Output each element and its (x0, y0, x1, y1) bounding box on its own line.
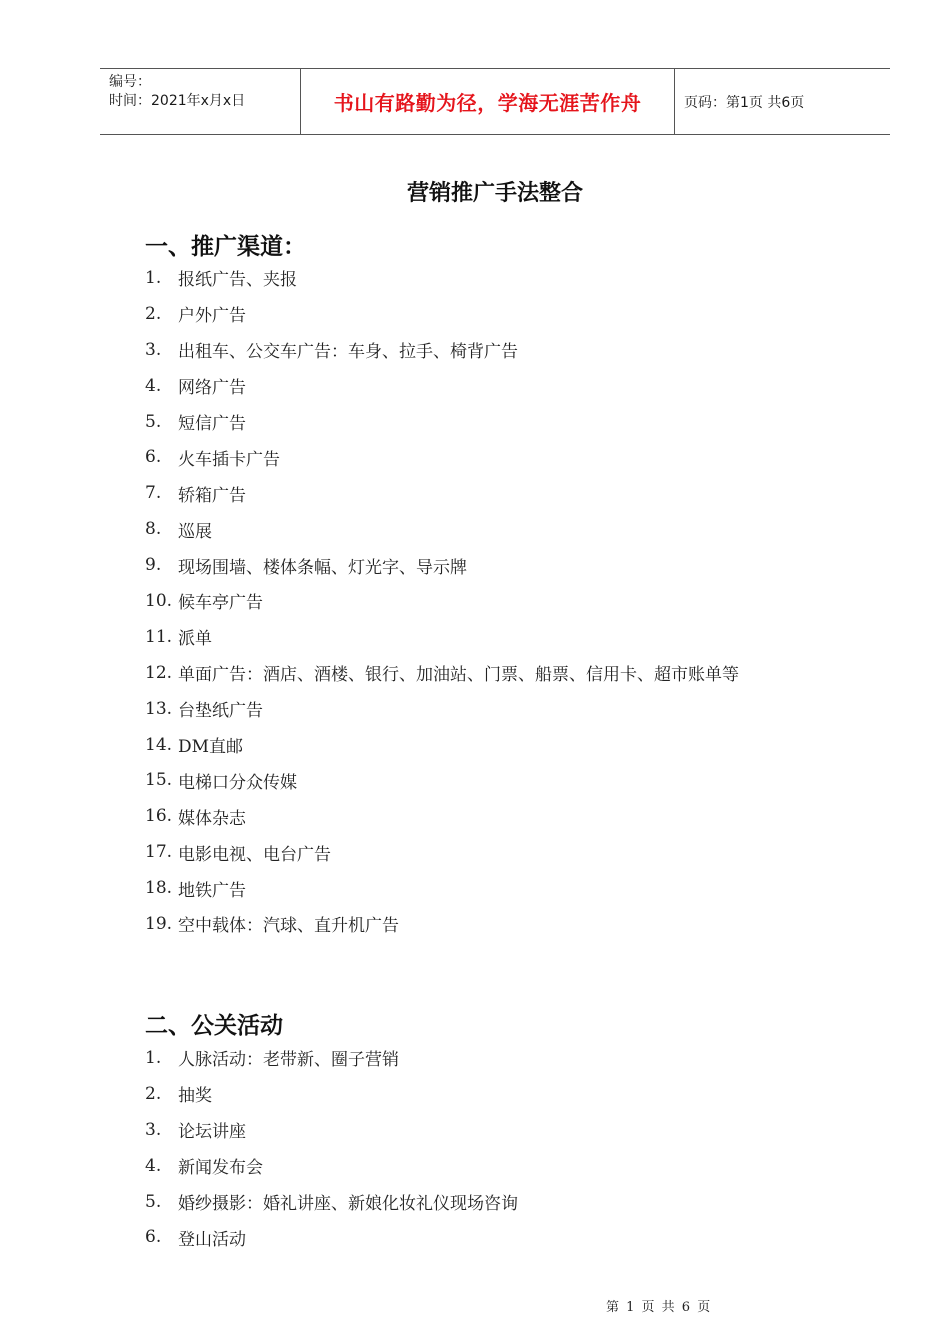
list-item (145, 1219, 518, 1255)
list-item (145, 439, 739, 475)
list-item-text: 地铁广告 (178, 880, 246, 901)
list-item (145, 547, 739, 583)
list-item-text: 电影电视、电台广告 (178, 844, 331, 865)
list-item-number: 19. (145, 913, 173, 934)
list-item-number: 4. (145, 1155, 162, 1176)
list-item-text: 户外广告 (178, 306, 246, 327)
list-item-number: 5. (145, 411, 162, 432)
list-item (145, 404, 739, 440)
list-item-text: 火车插卡广告 (178, 449, 280, 470)
list-item-text: 候车亭广告 (178, 593, 263, 614)
list-item-number: 7. (145, 483, 162, 504)
list-item-number: 2. (145, 303, 162, 324)
list-item (145, 1040, 518, 1076)
list-item-number: 4. (145, 375, 162, 396)
list-item-number: 3. (145, 339, 162, 360)
channel-list (145, 260, 739, 942)
list-item-text: 登山活动 (178, 1229, 246, 1250)
list-item (145, 798, 739, 834)
list-item (145, 1148, 518, 1184)
list-item-text: 现场围墙、楼体条幅、灯光字、导示牌 (178, 557, 467, 578)
list-item-number: 1. (145, 267, 162, 288)
list-item-text: 报纸广告、夹报 (178, 270, 297, 291)
serial-label: 编号： (109, 74, 151, 90)
list-item (145, 260, 739, 296)
list-item-number: 13. (145, 698, 173, 719)
list-item-text: 婚纱摄影：婚礼讲座、新娘化妆礼仪现场咨询 (178, 1194, 518, 1214)
list-item-text: 短信广告 (178, 414, 246, 434)
list-item (145, 691, 739, 727)
list-item-text: 台垫纸广告 (178, 701, 263, 722)
list-item-text: 单面广告：酒店、酒楼、银行、加油站、门票、船票、信用卡、超市账单等 (178, 665, 739, 686)
list-item-number: 8. (145, 519, 162, 540)
list-item (145, 368, 739, 404)
list-item-number: 18. (145, 878, 173, 899)
list-item-number: 16. (145, 806, 173, 827)
document-title: 营销推广手法整合 (406, 181, 583, 206)
list-item (145, 511, 739, 547)
header-meta (100, 69, 301, 134)
list-item (145, 619, 739, 655)
list-item (145, 583, 739, 619)
list-item (145, 475, 739, 511)
list-item-text: 新闻发布会 (178, 1158, 263, 1179)
list-item-text: 媒体杂志 (178, 808, 246, 829)
list-item-number: 6. (145, 447, 162, 468)
list-item-text: 轿箱广告 (178, 485, 246, 506)
list-item-text: 论坛讲座 (178, 1122, 246, 1143)
list-item-text: 巡展 (178, 521, 212, 542)
list-item-text: 抽奖 (178, 1086, 212, 1107)
page-footer: 第 1 页 共 6 页 (606, 1300, 711, 1315)
list-item-number: 11. (145, 626, 173, 647)
list-item (145, 1112, 518, 1148)
pr-activity-list (145, 1040, 518, 1255)
list-item-text: 网络广告 (178, 378, 246, 399)
list-item (145, 762, 739, 798)
list-item (145, 296, 739, 332)
list-item-number: 10. (145, 590, 173, 611)
time-label: 时间：2021年x月x日 (109, 93, 246, 109)
list-item (145, 870, 739, 906)
list-item (145, 834, 739, 870)
list-item-text: 电梯口分众传媒 (178, 772, 297, 793)
list-item-text: 人脉活动：老带新、圈子营销 (178, 1050, 399, 1071)
list-item (145, 1076, 518, 1112)
list-item (145, 1184, 518, 1220)
list-item (145, 332, 739, 368)
list-item (145, 906, 739, 942)
list-item-number: 17. (145, 842, 173, 863)
list-item-number: 12. (145, 662, 173, 683)
list-item (145, 655, 739, 691)
section-heading-pr: 二、公关活动 (145, 1013, 283, 1039)
list-item-number: 6. (145, 1227, 162, 1248)
list-item-number: 9. (145, 555, 162, 576)
list-item-text: 出租车、公交车广告：车身、拉手、椅背广告 (178, 342, 518, 363)
list-item (145, 727, 739, 763)
list-item-number: 3. (145, 1119, 162, 1140)
document-header (100, 68, 890, 135)
list-item-number: 15. (145, 770, 173, 791)
list-item-number: 5. (145, 1191, 162, 1212)
list-item-number: 2. (145, 1083, 162, 1104)
list-item-number: 14. (145, 734, 173, 755)
header-motto: 书山有路勤为径，学海无涯苦作舟 (301, 69, 675, 134)
section-heading-channels: 一、推广渠道： (145, 234, 306, 260)
list-item-text: 空中载体：汽球、直升机广告 (178, 916, 399, 937)
list-item-number: 1. (145, 1047, 162, 1068)
header-page-info: 页码：第1页 共6页 (684, 94, 805, 111)
list-item-text: DM直邮 (178, 737, 244, 758)
list-item-text: 派单 (178, 629, 212, 650)
